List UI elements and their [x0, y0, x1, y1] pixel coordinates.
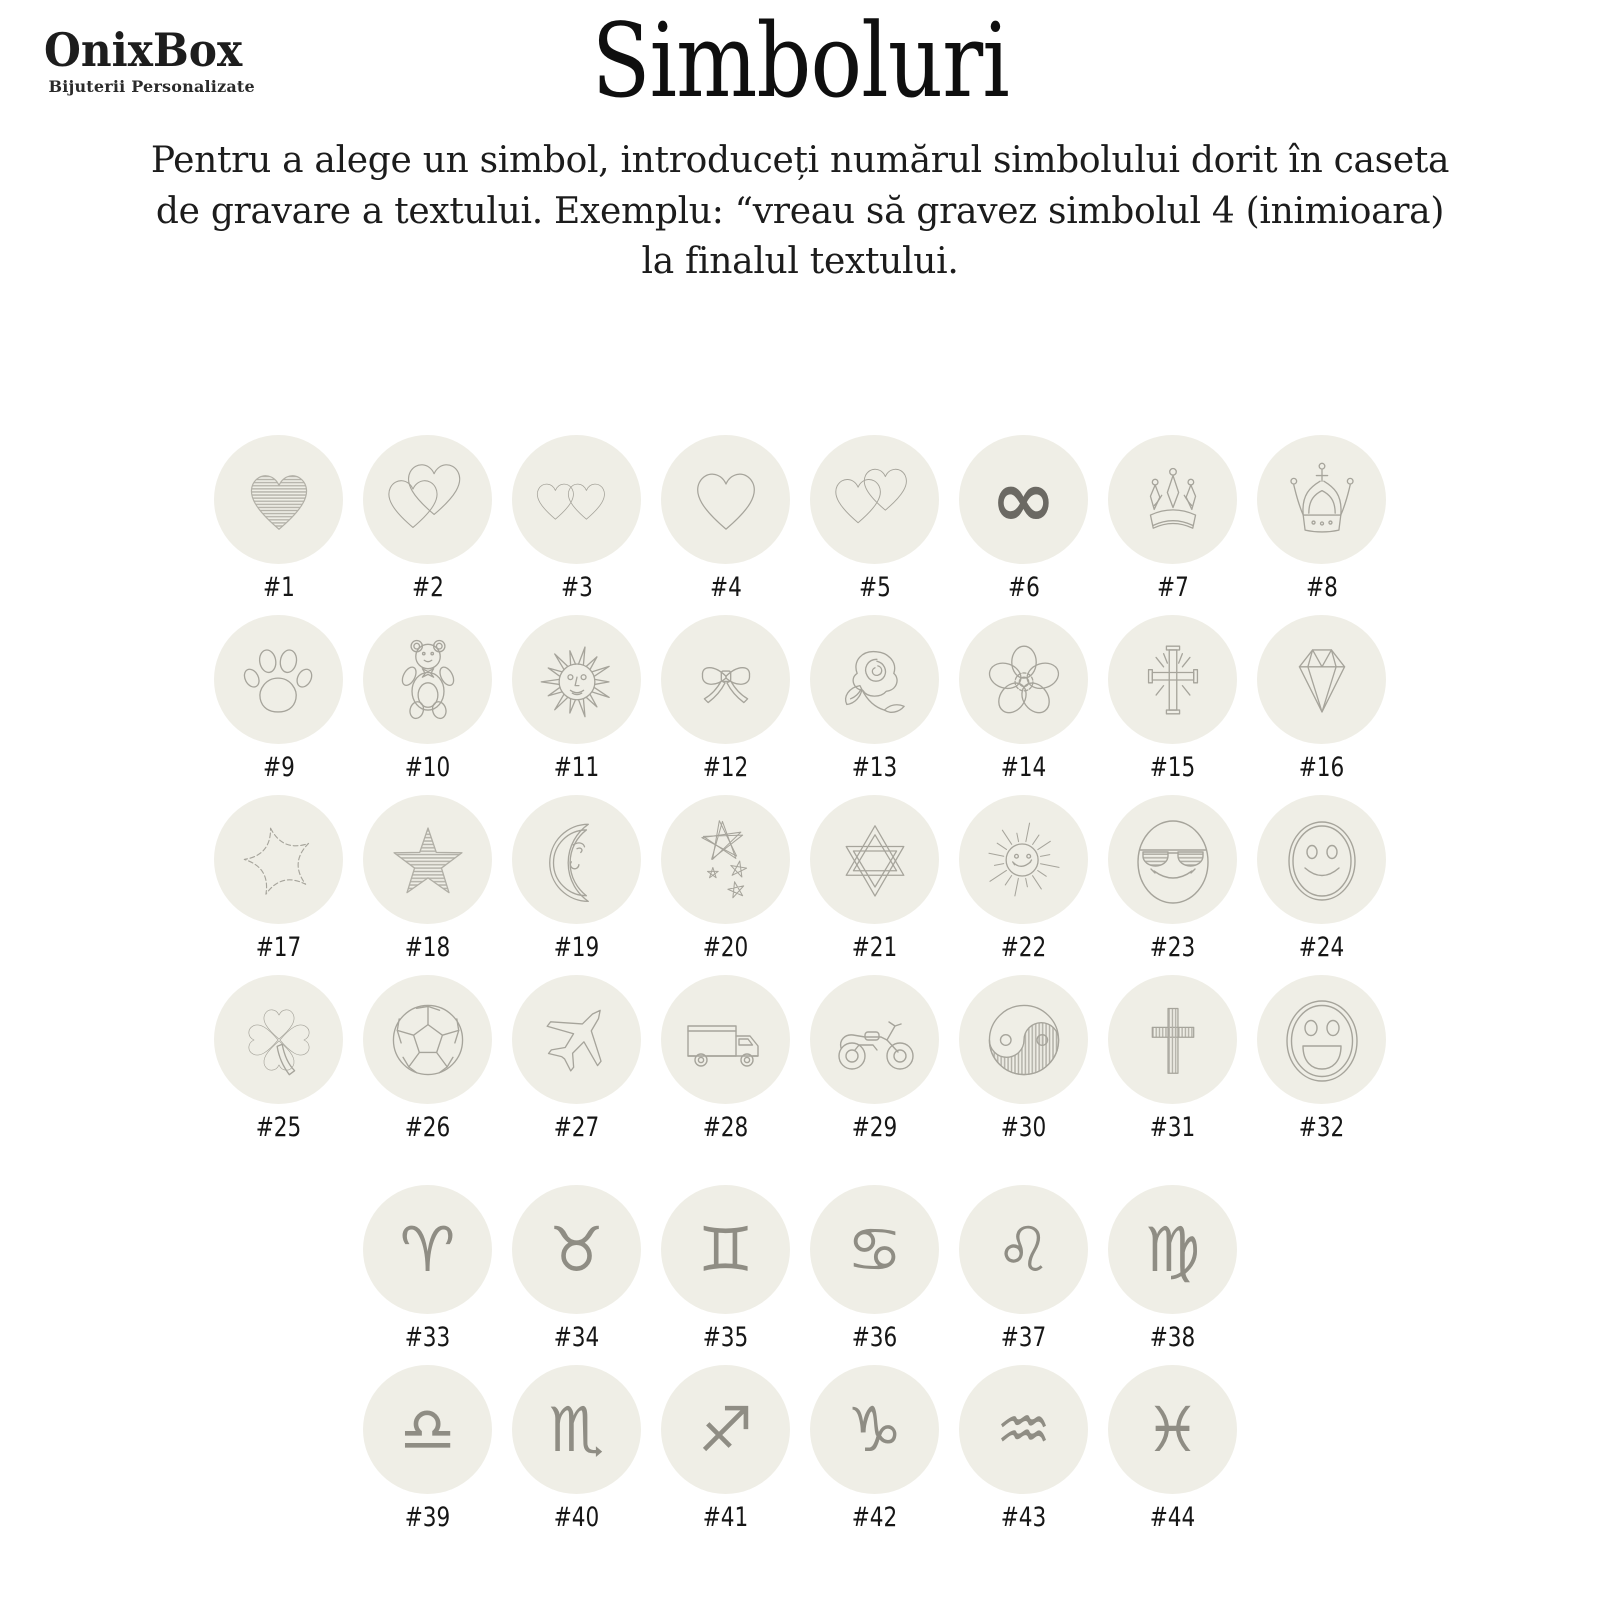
symbol-number: #15: [1149, 752, 1196, 784]
symbol-cell: [1247, 975, 1396, 1143]
symbol-number: #25: [255, 1112, 302, 1144]
symbol-cell: [949, 975, 1098, 1143]
symbol-cell: [204, 615, 353, 783]
starfish-icon: [214, 795, 343, 924]
symbol-number: #3: [560, 572, 593, 604]
motorcycle-icon: [810, 975, 939, 1104]
rose-icon: [810, 615, 939, 744]
flower-icon: [959, 615, 1088, 744]
symbol-cell: [800, 435, 949, 603]
symbol-cell: [353, 1365, 502, 1533]
symbol-number: #18: [404, 932, 451, 964]
symbol-number: #41: [702, 1502, 749, 1534]
symbol-number: #19: [553, 932, 600, 964]
symbol-cell: [949, 795, 1098, 963]
symbol-cell: [1098, 615, 1247, 783]
sun-doodle-icon: [959, 795, 1088, 924]
symbol-number: #27: [553, 1112, 600, 1144]
symbol-number: #20: [702, 932, 749, 964]
symbol-cell: [651, 435, 800, 603]
cross-striped-icon: [1108, 975, 1237, 1104]
symbol-cell: [1098, 435, 1247, 603]
zodiac-cancer-icon: ♋: [810, 1185, 939, 1314]
zodiac-scorpio-icon: ♏: [512, 1365, 641, 1494]
symbol-number: #28: [702, 1112, 749, 1144]
symbol-cell: [204, 975, 353, 1143]
star-of-david-icon: [810, 795, 939, 924]
symbol-cell: [204, 795, 353, 963]
symbol-number: #4: [709, 572, 742, 604]
symbol-number: #8: [1305, 572, 1338, 604]
zodiac-virgo-icon: ♍: [1108, 1185, 1237, 1314]
symbol-cell: [1247, 435, 1396, 603]
symbol-row: [0, 435, 1600, 603]
symbol-cell: [800, 1185, 949, 1353]
brand-tagline: Bijuterii Personalizate: [48, 77, 255, 97]
symbol-number: #5: [858, 572, 891, 604]
symbol-cell: [949, 435, 1098, 603]
symbol-number: #33: [404, 1322, 451, 1354]
symbol-number: #29: [851, 1112, 898, 1144]
symbol-cell: [651, 795, 800, 963]
symbol-number: #40: [553, 1502, 600, 1534]
zodiac-taurus-icon: ♉: [512, 1185, 641, 1314]
symbol-number: #38: [1149, 1322, 1196, 1354]
symbol-row: [0, 975, 1600, 1143]
symbol-cell: [800, 975, 949, 1143]
symbol-cell: [502, 795, 651, 963]
symbol-number: #2: [411, 572, 444, 604]
symbol-number: #11: [553, 752, 600, 784]
moon-face-icon: [512, 795, 641, 924]
instructions-text: Pentru a alege un simbol, introduceți numărul simbolului dorit în caseta de gravare a textului. Exemplu: “vreau să gravez simbolul 4 (inimioara) la finalul textului.: [150, 140, 1450, 282]
symbol-number: #24: [1298, 932, 1345, 964]
four-leaf-clover-icon: [214, 975, 343, 1104]
symbol-cell: [502, 615, 651, 783]
symbol-row: [0, 615, 1600, 783]
symbol-number: #10: [404, 752, 451, 784]
symbol-cell: [353, 1185, 502, 1353]
symbol-cell: [502, 975, 651, 1143]
symbol-cell: [1098, 795, 1247, 963]
symbol-number: #17: [255, 932, 302, 964]
symbol-number: #23: [1149, 932, 1196, 964]
infinity-icon: ∞: [959, 435, 1088, 564]
truck-icon: [661, 975, 790, 1104]
symbol-number: #12: [702, 752, 749, 784]
shooting-stars-icon: [661, 795, 790, 924]
heart-filled-icon: [214, 435, 343, 564]
symbol-cell: [651, 615, 800, 783]
symbol-cell: [502, 1185, 651, 1353]
zodiac-libra-icon: ♎: [363, 1365, 492, 1494]
zodiac-aries-icon: ♈: [363, 1185, 492, 1314]
symbol-number: #37: [1000, 1322, 1047, 1354]
symbol-number: #7: [1156, 572, 1189, 604]
zodiac-sagittarius-icon: ♐: [661, 1365, 790, 1494]
symbol-cell: [1098, 1185, 1247, 1353]
diamond-gem-icon: [1257, 615, 1386, 744]
hearts-overlapping-icon: [363, 435, 492, 564]
cross-rays-icon: [1108, 615, 1237, 744]
symbol-number: #14: [1000, 752, 1047, 784]
symbol-number: #34: [553, 1322, 600, 1354]
symbol-cell: [651, 975, 800, 1143]
symbol-cell: [204, 435, 353, 603]
paw-print-icon: [214, 615, 343, 744]
zodiac-aquarius-icon: ♒: [959, 1365, 1088, 1494]
airplane-icon: [512, 975, 641, 1104]
page-header: [0, 2, 1600, 121]
symbol-number: #1: [262, 572, 295, 604]
symbol-number: #35: [702, 1322, 749, 1354]
symbol-cell: [800, 795, 949, 963]
symbol-number: #39: [404, 1502, 451, 1534]
symbol-cell: [800, 615, 949, 783]
brand-name: OnixBox: [44, 23, 243, 77]
brand-logo: [44, 23, 259, 97]
symbol-cell: [1098, 1365, 1247, 1533]
ribbon-bow-icon: [661, 615, 790, 744]
hearts-linked-icon: [810, 435, 939, 564]
smiley-laughing-icon: [1257, 975, 1386, 1104]
symbol-number: #6: [1007, 572, 1040, 604]
symbol-number: #44: [1149, 1502, 1196, 1534]
hearts-pair-icon: [512, 435, 641, 564]
zodiac-leo-icon: ♌: [959, 1185, 1088, 1314]
symbol-cell: [353, 435, 502, 603]
heart-outline-icon: [661, 435, 790, 564]
symbol-cell: [949, 615, 1098, 783]
symbol-number: #16: [1298, 752, 1345, 784]
symbol-cell: [651, 1365, 800, 1533]
symbol-cell: [353, 615, 502, 783]
symbol-cell: [353, 975, 502, 1143]
symbol-number: #30: [1000, 1112, 1047, 1144]
symbol-number: #36: [851, 1322, 898, 1354]
symbol-number: #22: [1000, 932, 1047, 964]
symbol-cell: [651, 1185, 800, 1353]
symbol-cell: [949, 1185, 1098, 1353]
zodiac-capricorn-icon: ♑: [810, 1365, 939, 1494]
symbol-number: #43: [1000, 1502, 1047, 1534]
symbol-number: #26: [404, 1112, 451, 1144]
symbol-row: [0, 795, 1600, 963]
symbols-grid: [0, 435, 1600, 1533]
sun-face-icon: [512, 615, 641, 744]
symbol-row: [0, 1185, 1600, 1353]
symbol-cell: [1098, 975, 1247, 1143]
symbol-cell: [502, 1365, 651, 1533]
symbol-number: #42: [851, 1502, 898, 1534]
soccer-ball-icon: [363, 975, 492, 1104]
yin-yang-icon: [959, 975, 1088, 1104]
symbol-cell: [502, 435, 651, 603]
symbol-number: #32: [1298, 1112, 1345, 1144]
symbol-cell: [1247, 615, 1396, 783]
symbol-cell: [353, 795, 502, 963]
zodiac-pisces-icon: ♓: [1108, 1365, 1237, 1494]
symbol-cell: [800, 1365, 949, 1533]
symbol-cell: [1247, 795, 1396, 963]
symbol-number: #9: [262, 752, 295, 784]
star-filled-icon: [363, 795, 492, 924]
symbol-number: #13: [851, 752, 898, 784]
page-title-text: Simboluri: [591, 2, 1009, 121]
smiley-sunglasses-icon: [1108, 795, 1237, 924]
royal-crown-icon: [1257, 435, 1386, 564]
smiley-face-icon: [1257, 795, 1386, 924]
symbol-row: [0, 1365, 1600, 1533]
symbol-number: #21: [851, 932, 898, 964]
teddy-bear-icon: [363, 615, 492, 744]
symbol-number: #31: [1149, 1112, 1196, 1144]
symbol-cell: [949, 1365, 1098, 1533]
zodiac-gemini-icon: ♊: [661, 1185, 790, 1314]
tiara-crown-icon: [1108, 435, 1237, 564]
